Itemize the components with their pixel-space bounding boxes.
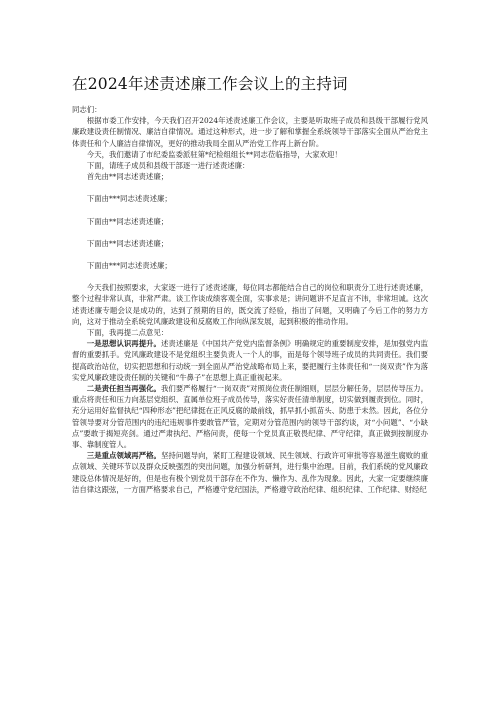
speaker-line-5: 下面由***同志述责述廉； xyxy=(86,261,172,271)
document-title: 在2024年述责述廉工作会议上的主持词 xyxy=(72,75,348,93)
intro-paragraph-2: 今天，我们邀请了市纪委监委派驻第*纪检组组长**同志莅临指导，大家欢迎！ xyxy=(86,149,342,159)
point-2 xyxy=(72,383,428,450)
intro-paragraph-3: 下面，请班子成员和县级干部逐一进行述责述廉： xyxy=(86,161,250,171)
point-1-text: 述责述廉是《中国共产党党内监督条例》明确规定的重要制度安排，是加强党内监督的重要抓手。党风廉政建设不是党组织主要负责人一个人的事，而是每个领导班子成员的共同责任。我们要提高政治站位，切实把思想和行动统一到全面从严治党战略布局上来，要把履行主体责任和“一岗双责”作为落实党风廉政建设责任制的关键和“牛鼻子”在思想上真正重视起来。 xyxy=(72,339,428,382)
point-3 xyxy=(72,450,428,495)
point-2-lead: 二是责任担当再强化。 xyxy=(86,384,161,394)
point-3-text: 坚持问题导向，紧盯工程建设领域、民生领域、行政许可审批等容易滋生腐败的重点领域、关键环节以及群众反映强烈的突出问题，加强分析研判，进行集中治理。目前，我们系统的党风廉政建设总体情况是好的，但是也有极个别党员干部存在不作为、懒作为、乱作为现象。因此，大家一定要继续廉洁自律这跟弦，一方面严格要求自己，严格遵守党纪国法，严格遵守政治纪律、组织纪律、工作纪律、财经纪 xyxy=(72,451,428,494)
summary-paragraph: 今天我们按照要求，大家逐一进行了述责述廉，每位同志都能结合自己的岗位和职责分工进行述责述廉，整个过程非常认真，非常严肃。谈工作谈成绩客观全面，实事求是；讲问题讲不足直言不讳，非常坦诚。这次述责述廉专题会议是成功的，达到了预期的目的，既交流了经验，指出了问题，又明确了今后工作的努力方向，这对于推动全系统党风廉政建设和反腐败工作向纵深发展，起到积极的推动作用。 xyxy=(72,283,428,326)
speaker-line-2: 下面由***同志述责述廉； xyxy=(86,194,172,204)
document-body xyxy=(72,104,428,495)
point-1 xyxy=(72,338,428,383)
point-3-lead: 三是重点领域再严格。 xyxy=(86,451,161,461)
intro-paragraph-1: 根据市委工作安排，今天我们召开2024年述责述廉工作会议，主要是听取班子成员和县级干部履行党风廉政建设责任制情况、廉洁自律情况。通过这种形式，进一步了解和掌握全系统领导干部落实全面从严治党主体责任和个人廉洁自律情况，更好的推动我局全面从严治党工作再上新台阶。 xyxy=(72,116,428,148)
speaker-line-1: 首先由**同志述责述廉； xyxy=(86,172,169,182)
speaker-line-3: 下面由**同志述责述廉； xyxy=(86,216,169,226)
speaker-line-4: 下面由**同志述责述廉； xyxy=(86,238,169,248)
greeting: 同志们： xyxy=(72,105,102,114)
point-1-lead: 一是思想认识再提升。 xyxy=(86,339,161,349)
opinions-intro: 下面，我再提二点意见： xyxy=(86,328,169,338)
point-2-text: 我们要严格履行“一岗双责”对照岗位责任制细则，层层分解任务，层层传导压力。重点将责任和压力向基层党组织、直属单位班子成员传导，落实好责任清单制度，切实做到履责到位。同时，充分运用好监督执纪“四种形态”把纪律挺在正风反腐的最前线，抓早抓小抓苗头、防患于未然。因此，各位分管领导要对分管范围内的违纪违规事件要敢管严管，定期对分管范围内的领导干部约谈，对“小问题”、“小缺点”要敢于揭短亮剑。通过严肃执纪、严格问责，使每一个党员真正敬畏纪律、严守纪律，真正做到按制度办事、靠制度管人。 xyxy=(72,384,428,450)
